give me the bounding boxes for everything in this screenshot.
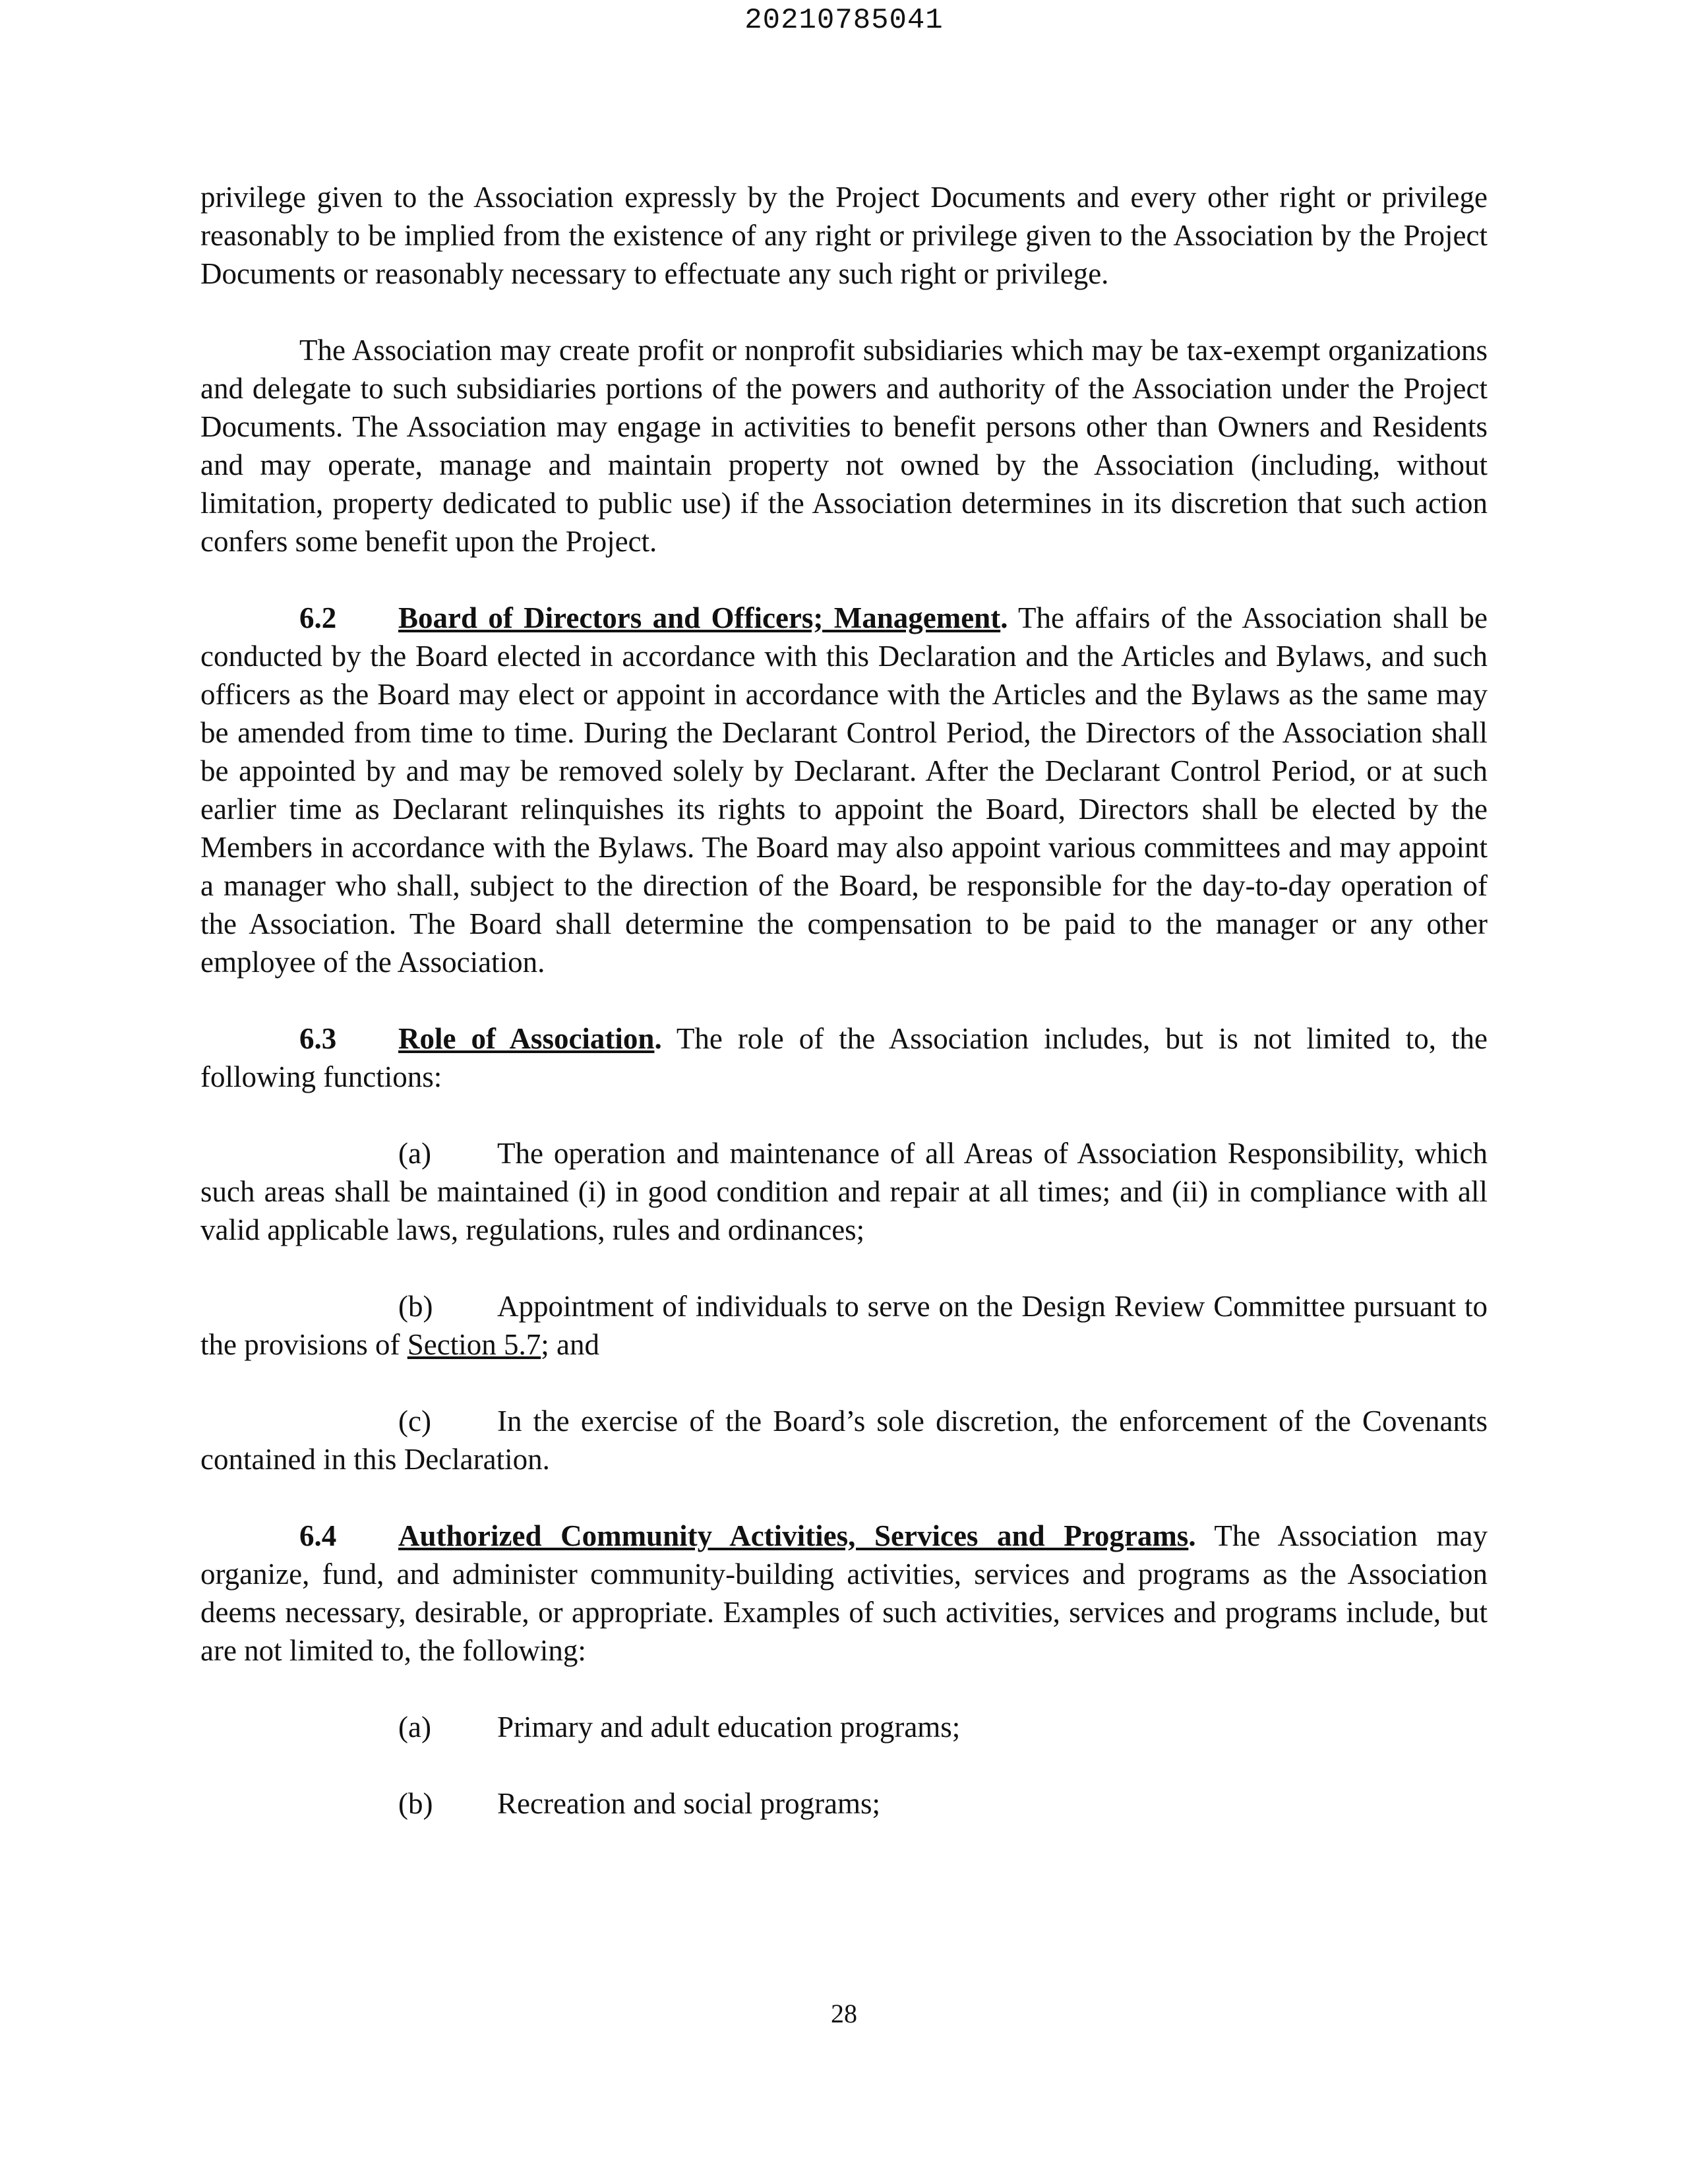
- item-letter: (a): [398, 1137, 431, 1170]
- list-item: [200, 1402, 1488, 1478]
- section-6-4: 6.4 Authorized Community Activities, Services and Programs. The Association may organize, fund, and administer community-building activities, services and programs as the Association deems necessary, desirable, or appropriate. Examples of such activities, services and programs include, but are not limited to, the following:: [200, 1517, 1488, 1670]
- item-text: The operation and maintenance of all Areas of Association Responsibility, which such areas shall be maintained (i) in good condition and repair at all times; and (ii) in compliance with all valid applicable laws, regulations, rules and ordinances;: [200, 1137, 1488, 1246]
- section-text: The affairs of the Association shall be conducted by the Board elected in accordance with this Declaration and the Articles and Bylaws, and such officers as the Board may elect or appoint in accordance with the Articles and the Bylaws as the same may be amended from time to time. During the Declarant Control Period, the Directors of the Association shall be appointed by and may be removed solely by Declarant. After the Declarant Control Period, or at such earlier time as Declarant relinquishes its rights to appoint the Board, Directors shall be elected by the Members in accordance with the Bylaws. The Board may also appoint various committees and may appoint a manager who shall, subject to the direction of the Board, be responsible for the day-to-day operation of the Association. The Board shall determine the compensation to be paid to the manager or any other employee of the Association.: [200, 601, 1488, 979]
- list-item: [200, 1287, 1488, 1364]
- section-6-3: 6.3 Role of Association. The role of the Association includes, but is not limited to, the following functions:: [200, 1019, 1488, 1096]
- section-number: 6.3: [299, 1022, 337, 1055]
- list-item: [200, 1134, 1488, 1249]
- section-heading: Role of Association: [398, 1022, 655, 1055]
- list-item: [398, 1708, 1488, 1746]
- section-text: The Association may organize, fund, and administer community-building activities, services and programs as the Association deems necessary, desirable, or appropriate. Examples of such activities, services and programs include, but are not limited to, the following:: [200, 1519, 1488, 1667]
- item-letter: (a): [398, 1711, 431, 1744]
- item-text-after: ; and: [541, 1328, 599, 1361]
- page-number: 28: [831, 1999, 857, 2028]
- item-text: In the exercise of the Board’s sole discretion, the enforcement of the Covenants contained in this Declaration.: [200, 1405, 1488, 1476]
- item-text: Primary and adult education programs;: [497, 1711, 961, 1744]
- item-text: Recreation and social programs;: [497, 1787, 881, 1820]
- item-letter: (c): [398, 1405, 431, 1438]
- paragraph-privilege: privilege given to the Association expressly by the Project Documents and every other right or privilege reasonably to be implied from the existence of any right or privilege given to the Association by the Project Documents or reasonably necessary to effectuate any such right or privilege.: [200, 181, 1488, 290]
- item-letter: (b): [398, 1290, 433, 1323]
- item-text: Appointment of individuals to serve on the Design Review Committee pursuant to the provisions of: [200, 1290, 1488, 1361]
- section-heading: Board of Directors and Officers; Management: [398, 601, 1001, 634]
- section-reference-link: Section 5.7: [407, 1328, 541, 1361]
- section-number: 6.2: [299, 601, 337, 634]
- paragraph-subsidiaries: The Association may create profit or nonprofit subsidiaries which may be tax-exempt organizations and delegate to such subsidiaries portions of the powers and authority of the Association under the Project Documents. The Association may engage in activities to benefit persons other than Owners and Residents and may operate, manage and maintain property not owned by the Association (including, without limitation, property dedicated to public use) if the Association determines in its discretion that such action confers some benefit upon the Project.: [200, 334, 1488, 558]
- section-text: The role of the Association includes, but is not limited to, the following functions:: [200, 1022, 1488, 1093]
- item-letter: (b): [398, 1787, 433, 1820]
- page-body: [200, 178, 1488, 1861]
- section-heading: Authorized Community Activities, Services and Programs: [398, 1519, 1189, 1552]
- list-item: [398, 1784, 1488, 1823]
- section-6-2: 6.2 Board of Directors and Officers; Management. The affairs of the Association shall be conducted by the Board elected in accordance with this Declaration and the Articles and Bylaws, and such officers as the Board may elect or appoint in accordance with the Articles and the Bylaws as the same may be amended from time to time. During the Declarant Control Period, the Directors of the Association shall be appointed by and may be removed solely by Declarant. After the Declarant Control Period, or at such earlier time as Declarant relinquishes its rights to appoint the Board, Directors shall be elected by the Members in accordance with the Bylaws. The Board may also appoint various committees and may appoint a manager who shall, subject to the direction of the Board, be responsible for the day-to-day operation of the Association. The Board shall determine the compensation to be paid to the manager or any other employee of the Association.: [200, 599, 1488, 981]
- document-number: 20210785041: [744, 4, 944, 37]
- section-number: 6.4: [299, 1519, 337, 1552]
